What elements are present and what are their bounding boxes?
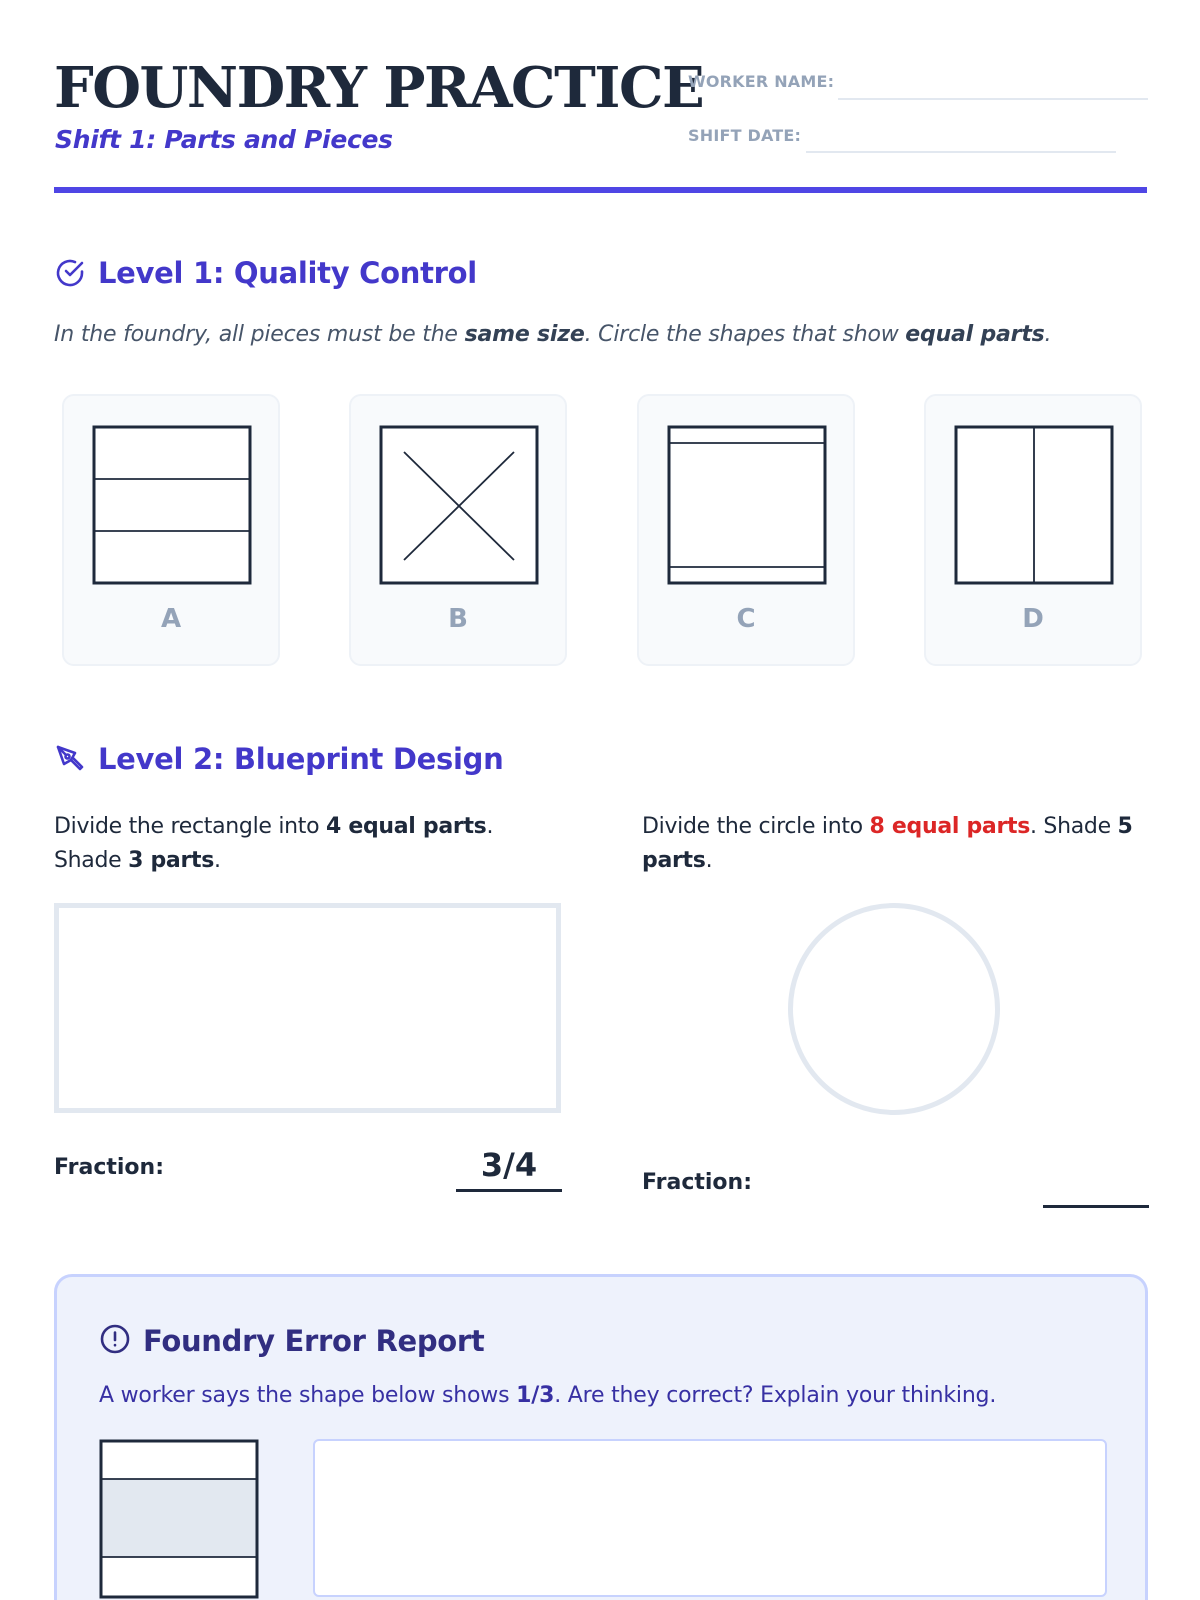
level2-header: [54, 742, 503, 776]
worker-name-label: WORKER NAME:: [688, 72, 835, 91]
shape-c: [667, 425, 827, 585]
page-title: FOUNDRY PRACTICE: [54, 55, 704, 121]
task2-fraction-label: Fraction:: [642, 1170, 752, 1195]
shape-a: [92, 425, 252, 585]
shift-date-field[interactable]: [806, 151, 1116, 153]
shape-label: A: [160, 604, 182, 634]
task1-fraction-answer: 3/4: [480, 1146, 538, 1184]
page-subtitle: Shift 1: Parts and Pieces: [55, 125, 393, 154]
alert-circle-icon: [99, 1323, 131, 1359]
shape-label: C: [736, 604, 756, 634]
header-divider: [54, 187, 1147, 193]
error-report-panel: [54, 1274, 1148, 1600]
task2-instructions: Divide the circle into 8 equal parts. Shade 5 parts.: [642, 814, 1133, 873]
error-report-prompt: A worker says the shape below shows 1/3. Are they correct? Explain your thinking.: [99, 1383, 997, 1408]
shape-card-d[interactable]: [924, 394, 1142, 666]
circle-drawing-area[interactable]: [788, 903, 1000, 1115]
shape-d: [954, 425, 1114, 585]
explanation-answer-box[interactable]: [313, 1439, 1107, 1597]
shape-card-b[interactable]: [349, 394, 567, 666]
level1-header: [54, 256, 477, 290]
error-report-shape: [99, 1439, 259, 1599]
shape-card-c[interactable]: [637, 394, 855, 666]
shift-date-label: SHIFT DATE:: [688, 126, 802, 145]
shape-b: [379, 425, 539, 585]
shape-label: D: [1022, 604, 1044, 634]
error-report-title: Foundry Error Report: [143, 1324, 485, 1358]
shape-card-a[interactable]: [62, 394, 280, 666]
check-circle-icon: [54, 257, 86, 289]
task1-instructions: Divide the rectangle into 4 equal parts. Shade 3 parts.: [54, 814, 494, 873]
task1-fraction-label: Fraction:: [54, 1155, 164, 1180]
level1-title: Level 1: Quality Control: [98, 256, 477, 290]
task2-fraction-field[interactable]: [1043, 1205, 1149, 1208]
pen-icon: [54, 743, 86, 775]
level1-instructions: In the foundry, all pieces must be the same size. Circle the shapes that show equal parts.: [54, 322, 1052, 347]
error-report-header: [99, 1323, 485, 1359]
rectangle-drawing-area[interactable]: [54, 903, 561, 1113]
shape-label: B: [448, 604, 468, 634]
worker-name-field[interactable]: [838, 98, 1148, 100]
level2-title: Level 2: Blueprint Design: [98, 742, 504, 776]
task1-fraction-field[interactable]: [456, 1189, 562, 1192]
